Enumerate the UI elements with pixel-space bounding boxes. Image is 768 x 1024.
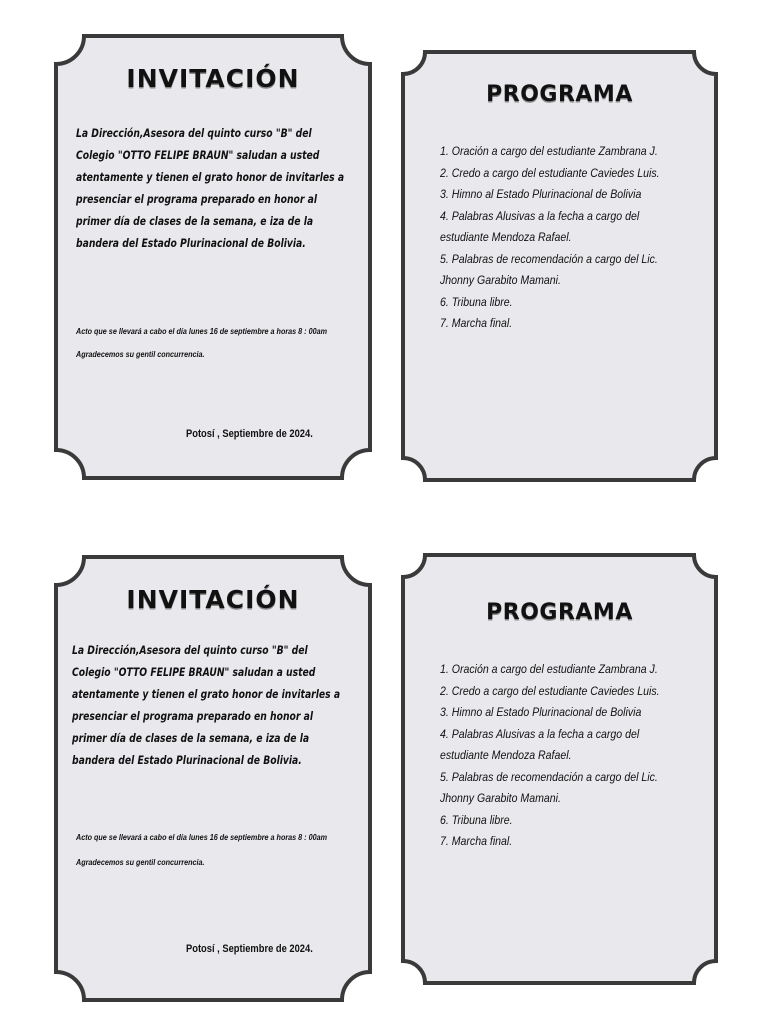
program-list <box>440 659 686 853</box>
body-line: bandera del Estado Plurinacional de Bolivia. <box>76 236 306 250</box>
program-item: 2. Credo a cargo del estudiante Caviedes Luis. <box>440 165 660 180</box>
program-title: PROGRAMA <box>486 600 633 625</box>
body-line: primer día de clases de la semana, e iza de la <box>72 731 310 745</box>
body-line: Colegio "OTTO FELIPE BRAUN" saludan a usted <box>72 665 316 679</box>
thanks-note: Agradecemos su gentil concurrencia. <box>76 857 205 867</box>
program-item: 4. Palabras Alusivas a la fecha a cargo del <box>440 726 640 741</box>
body-line: La Dirección,Asesora del quinto curso "B" del <box>76 126 312 140</box>
program-list <box>440 141 686 335</box>
program-item: estudiante Mendoza Rafael. <box>440 748 572 762</box>
program-item: 1. Oración a cargo del estudiante Zambrana J. <box>440 144 658 158</box>
program-item: 6. Tribuna libre. <box>440 294 513 309</box>
invitation-body <box>72 639 342 771</box>
event-note: Acto que se llevará a cabo el día lunes 16 de septiembre a horas 8 : 00am <box>76 326 327 336</box>
program-item: 7. Marcha final. <box>440 316 513 330</box>
program-item: Jhonny Garabito Mamani. <box>440 791 561 805</box>
place-date: Potosí , Septiembre de 2024. <box>186 943 313 955</box>
thanks-note: Agradecemos su gentil concurrencia. <box>76 349 205 359</box>
program-item: 5. Palabras de recomendación a cargo del Lic. <box>440 251 658 266</box>
body-line: atentamente y tienen el grato honor de invitarles a <box>72 687 341 701</box>
program-title: PROGRAMA <box>486 82 633 107</box>
invitation-body <box>76 122 346 254</box>
body-line: atentamente y tienen el grato honor de invitarles a <box>76 170 345 184</box>
body-line: bandera del Estado Plurinacional de Bolivia. <box>72 753 302 767</box>
program-item: 5. Palabras de recomendación a cargo del Lic. <box>440 769 658 784</box>
program-item: 1. Oración a cargo del estudiante Zambrana J. <box>440 662 658 676</box>
program-item: estudiante Mendoza Rafael. <box>440 230 572 244</box>
program-item: 3. Himno al Estado Plurinacional de Bolivia <box>440 187 642 201</box>
program-item: 2. Credo a cargo del estudiante Caviedes Luis. <box>440 683 660 698</box>
place-date: Potosí , Septiembre de 2024. <box>186 428 313 440</box>
card-frame <box>54 34 372 480</box>
program-item: 6. Tribuna libre. <box>440 812 513 827</box>
program-card-1 <box>401 50 718 482</box>
program-item: Jhonny Garabito Mamani. <box>440 273 561 287</box>
card-frame <box>54 555 372 1002</box>
body-line: presenciar el programa preparado en honor al <box>72 709 314 723</box>
event-note: Acto que se llevará a cabo el día lunes 16 de septiembre a horas 8 : 00am <box>76 832 327 842</box>
invitation-title: INVITACIÓN <box>126 64 300 93</box>
invitation-card-1 <box>54 34 372 480</box>
invitation-card-2 <box>54 555 372 1002</box>
program-item: 7. Marcha final. <box>440 834 513 848</box>
program-card-2 <box>401 553 718 985</box>
body-line: Colegio "OTTO FELIPE BRAUN" saludan a usted <box>76 148 320 162</box>
program-item: 3. Himno al Estado Plurinacional de Bolivia <box>440 705 642 719</box>
body-line: presenciar el programa preparado en honor al <box>76 192 318 206</box>
body-line: primer día de clases de la semana, e iza de la <box>76 214 314 228</box>
invitation-title: INVITACIÓN <box>126 585 300 614</box>
program-item: 4. Palabras Alusivas a la fecha a cargo del <box>440 208 640 223</box>
body-line: La Dirección,Asesora del quinto curso "B" del <box>72 643 308 657</box>
